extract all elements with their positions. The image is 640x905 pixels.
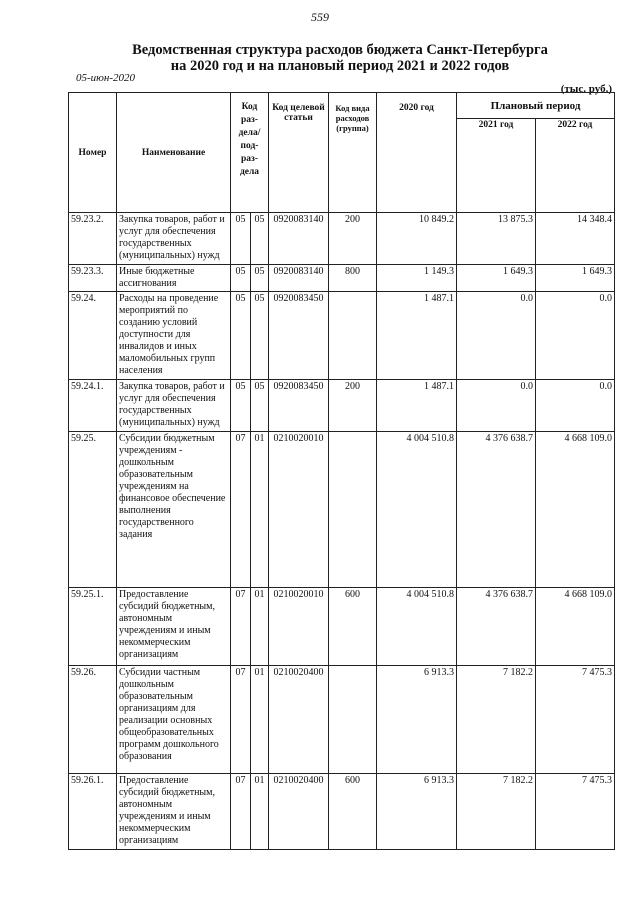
row-name: Закупка товаров, работ и услуг для обеспечения государственных (муниципальных) нужд <box>117 213 231 265</box>
row-name: Предоставление субсидий бюджетным, автономным учреждениям и иным некоммерческим организациям <box>117 588 231 666</box>
row-amount-2020: 4 004 510.8 <box>377 588 457 666</box>
row-target-code: 0210020010 <box>269 588 329 666</box>
row-number: 59.23.3. <box>69 265 117 292</box>
row-expense-type: 800 <box>329 265 377 292</box>
table-row <box>69 292 615 380</box>
row-name: Иные бюджетные ассигнования <box>117 265 231 292</box>
header-target: Код целевой статьи <box>269 93 329 213</box>
row-subsection: 05 <box>251 292 269 380</box>
row-amount-2021: 0.0 <box>457 292 536 380</box>
row-section: 07 <box>231 588 251 666</box>
row-expense-type: 600 <box>329 588 377 666</box>
table-row <box>69 588 615 666</box>
row-section: 05 <box>231 265 251 292</box>
row-amount-2021: 1 649.3 <box>457 265 536 292</box>
row-amount-2020: 1 487.1 <box>377 380 457 432</box>
header-2020: 2020 год <box>377 93 457 213</box>
table-row <box>69 213 615 265</box>
row-amount-2020: 4 004 510.8 <box>377 432 457 588</box>
row-name: Расходы на проведение мероприятий по созданию условий доступности для инвалидов и иных маломобильных групп населения <box>117 292 231 380</box>
row-expense-type <box>329 292 377 380</box>
row-subsection: 01 <box>251 666 269 774</box>
row-name: Закупка товаров, работ и услуг для обеспечения государственных (муниципальных) нужд <box>117 380 231 432</box>
row-subsection: 01 <box>251 774 269 850</box>
header-planned-period: Плановый период <box>457 93 615 119</box>
row-target-code: 0920083450 <box>269 292 329 380</box>
row-amount-2022: 7 475.3 <box>536 666 615 774</box>
row-amount-2020: 6 913.3 <box>377 666 457 774</box>
row-amount-2022: 0.0 <box>536 380 615 432</box>
row-section: 07 <box>231 432 251 588</box>
document-date: 05-июн-2020 <box>76 72 136 84</box>
units-label: (тыс. руб.) <box>560 83 612 95</box>
row-amount-2020: 1 487.1 <box>377 292 457 380</box>
document-title <box>60 42 620 74</box>
row-amount-2022: 4 668 109.0 <box>536 432 615 588</box>
row-expense-type <box>329 432 377 588</box>
row-section: 07 <box>231 666 251 774</box>
header-number: Номер <box>69 93 117 213</box>
row-section: 07 <box>231 774 251 850</box>
row-section: 05 <box>231 292 251 380</box>
row-amount-2021: 4 376 638.7 <box>457 432 536 588</box>
row-expense-type: 200 <box>329 213 377 265</box>
row-number: 59.24. <box>69 292 117 380</box>
header-name: Наименование <box>117 93 231 213</box>
title-line-1: Ведомственная структура расходов бюджета Санкт-Петербурга <box>132 42 548 58</box>
row-section: 05 <box>231 380 251 432</box>
table-row <box>69 265 615 292</box>
row-target-code: 0210020400 <box>269 666 329 774</box>
row-amount-2022: 4 668 109.0 <box>536 588 615 666</box>
row-amount-2021: 4 376 638.7 <box>457 588 536 666</box>
row-subsection: 01 <box>251 588 269 666</box>
row-amount-2020: 10 849.2 <box>377 213 457 265</box>
row-amount-2021: 13 875.3 <box>457 213 536 265</box>
row-amount-2021: 0.0 <box>457 380 536 432</box>
row-target-code: 0920083140 <box>269 213 329 265</box>
row-number: 59.25.1. <box>69 588 117 666</box>
row-number: 59.26. <box>69 666 117 774</box>
row-subsection: 01 <box>251 432 269 588</box>
table-row <box>69 666 615 774</box>
row-number: 59.23.2. <box>69 213 117 265</box>
row-target-code: 0920083140 <box>269 265 329 292</box>
header-2022: 2022 год <box>536 119 615 213</box>
row-target-code: 0210020400 <box>269 774 329 850</box>
title-line-2: на 2020 год и на плановый период 2021 и 2022 годов <box>170 58 510 74</box>
row-amount-2020: 6 913.3 <box>377 774 457 850</box>
header-expense-type: Код вида расходов (группа) <box>329 93 377 213</box>
row-number: 59.26.1. <box>69 774 117 850</box>
header-2021: 2021 год <box>457 119 536 213</box>
page-number: 559 <box>311 10 329 24</box>
row-target-code: 0210020010 <box>269 432 329 588</box>
row-amount-2021: 7 182.2 <box>457 666 536 774</box>
table-row <box>69 432 615 588</box>
row-expense-type: 600 <box>329 774 377 850</box>
row-subsection: 05 <box>251 380 269 432</box>
budget-table <box>68 92 615 850</box>
row-amount-2021: 7 182.2 <box>457 774 536 850</box>
row-section: 05 <box>231 213 251 265</box>
row-name: Субсидии частным дошкольным образовательным организациям для реализации основных общеобразовательных программ дошкольного образования <box>117 666 231 774</box>
row-number: 59.25. <box>69 432 117 588</box>
row-amount-2022: 7 475.3 <box>536 774 615 850</box>
row-expense-type: 200 <box>329 380 377 432</box>
row-amount-2022: 14 348.4 <box>536 213 615 265</box>
row-target-code: 0920083450 <box>269 380 329 432</box>
row-number: 59.24.1. <box>69 380 117 432</box>
row-subsection: 05 <box>251 265 269 292</box>
row-expense-type <box>329 666 377 774</box>
row-amount-2022: 0.0 <box>536 292 615 380</box>
row-name: Субсидии бюджетным учреждениям - дошкольным образовательным учреждениям на финансовое обеспечение выполнения государственного задания <box>117 432 231 588</box>
table-row <box>69 380 615 432</box>
header-section: Код раз- дела/ под- раз- дела <box>231 93 269 213</box>
row-subsection: 05 <box>251 213 269 265</box>
row-amount-2020: 1 149.3 <box>377 265 457 292</box>
row-amount-2022: 1 649.3 <box>536 265 615 292</box>
row-name: Предоставление субсидий бюджетным, автономным учреждениям и иным некоммерческим организациям <box>117 774 231 850</box>
table-row <box>69 774 615 850</box>
